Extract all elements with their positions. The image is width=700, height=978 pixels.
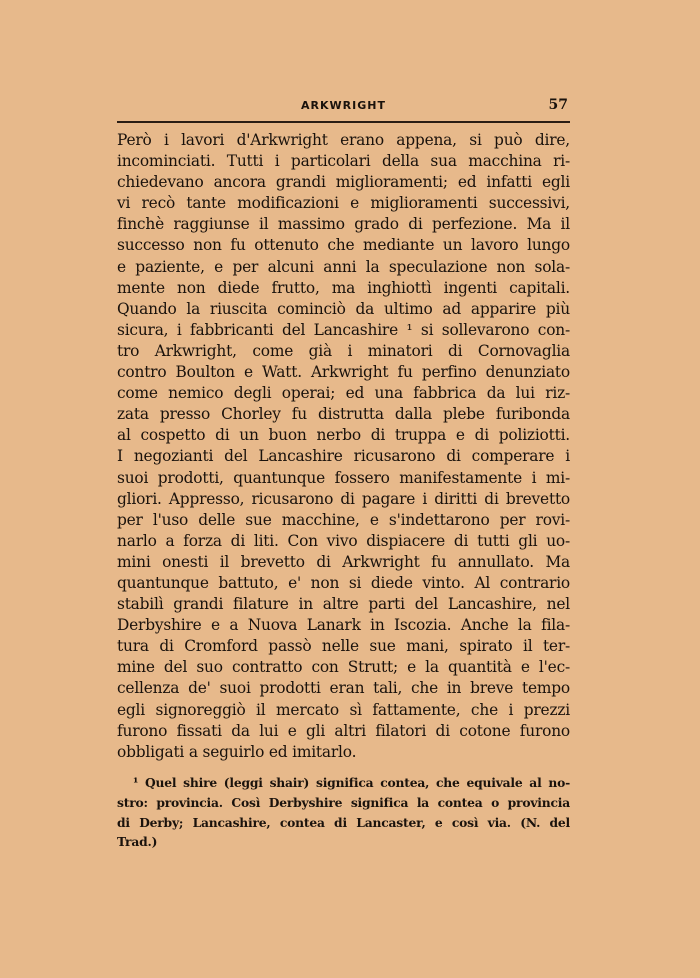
text-line: egli signoreggiò il mercato sì fattamente, che i prezzi: [117, 700, 570, 719]
text-line: Quando la riuscita cominciò da ultimo ad apparire più: [117, 299, 570, 318]
header-rule: [117, 121, 570, 123]
text-line: obbligati a seguirlo ed imitarlo.: [117, 742, 357, 761]
footnote-line: di Derby; Lancashire, contea di Lancaster, e così via. (N. del: [117, 814, 570, 830]
text-line: zata presso Chorley fu distrutta dalla plebe furibonda: [117, 405, 570, 424]
text-line: vi recò tante modificazioni e miglioramenti successivi,: [117, 194, 570, 213]
text-line: al cospetto di un buon nerbo di truppa e di poliziotti.: [117, 426, 570, 445]
running-head: [117, 97, 570, 117]
text-line: e paziente, e per alcuni anni la speculazione non sola-: [117, 257, 570, 276]
text-line: tro Arkwright, come già i minatori di Cornovaglia: [117, 341, 570, 360]
footnote-line: stro: provincia. Così Derbyshire significa la contea o provincia: [117, 794, 570, 810]
body-paragraph: [117, 130, 570, 763]
text-line: quantunque battuto, e' non si diede vinto. Al contrario: [117, 573, 570, 592]
text-line: stabilì grandi filature in altre parti del Lancashire, nel: [117, 595, 570, 614]
text-line: narlo a forza di liti. Con vivo dispiacere di tutti gli uo-: [117, 531, 570, 550]
text-line: Però i lavori d'Arkwright erano appena, si può dire,: [117, 131, 570, 149]
footnote-line: ¹ Quel shire (leggi shair) significa contea, che equivale al no-: [133, 775, 570, 790]
text-line: mine del suo contratto con Strutt; e la quantità e l'ec-: [117, 658, 570, 677]
running-head-title: ARKWRIGHT: [301, 99, 386, 112]
text-line: come nemico degli operai; ed una fabbrica da lui riz-: [117, 384, 570, 403]
text-line: mini onesti il brevetto di Arkwright fu annullato. Ma: [117, 552, 570, 571]
text-line: I negozianti del Lancashire ricusarono di comperare i: [117, 447, 570, 466]
page-number: 57: [548, 97, 568, 113]
text-line: cellenza de' suoi prodotti eran tali, che in breve tempo: [117, 679, 570, 698]
footnote: [117, 773, 570, 852]
text-line: Derbyshire e a Nuova Lanark in Iscozia. Anche la fila-: [117, 616, 570, 635]
text-line: sicura, i fabbricanti del Lancashire ¹ si sollevarono con-: [117, 320, 570, 339]
text-line: mente non diede frutto, ma inghiottì ingenti capitali.: [117, 278, 570, 297]
text-line: furono fissati da lui e gli altri filatori di cotone furono: [117, 721, 570, 740]
text-line: tura di Cromford passò nelle sue mani, spirato il ter-: [117, 637, 570, 656]
text-line: chiedevano ancora grandi miglioramenti; ed infatti egli: [117, 173, 570, 192]
text-line: suoi prodotti, quantunque fossero manifestamente i mi-: [117, 468, 570, 487]
text-line: incominciati. Tutti i particolari della sua macchina ri-: [117, 152, 570, 171]
footnote-line: Trad.): [117, 834, 158, 850]
text-line: gliori. Appresso, ricusarono di pagare i diritti di brevetto: [117, 489, 570, 508]
text-line: successo non fu ottenuto che mediante un lavoro lungo: [117, 236, 570, 255]
text-line: per l'uso delle sue macchine, e s'indettarono per rovi-: [117, 510, 570, 529]
text-line: contro Boulton e Watt. Arkwright fu perfino denunziato: [117, 363, 570, 382]
text-line: finchè raggiunse il massimo grado di perfezione. Ma il: [117, 215, 570, 234]
